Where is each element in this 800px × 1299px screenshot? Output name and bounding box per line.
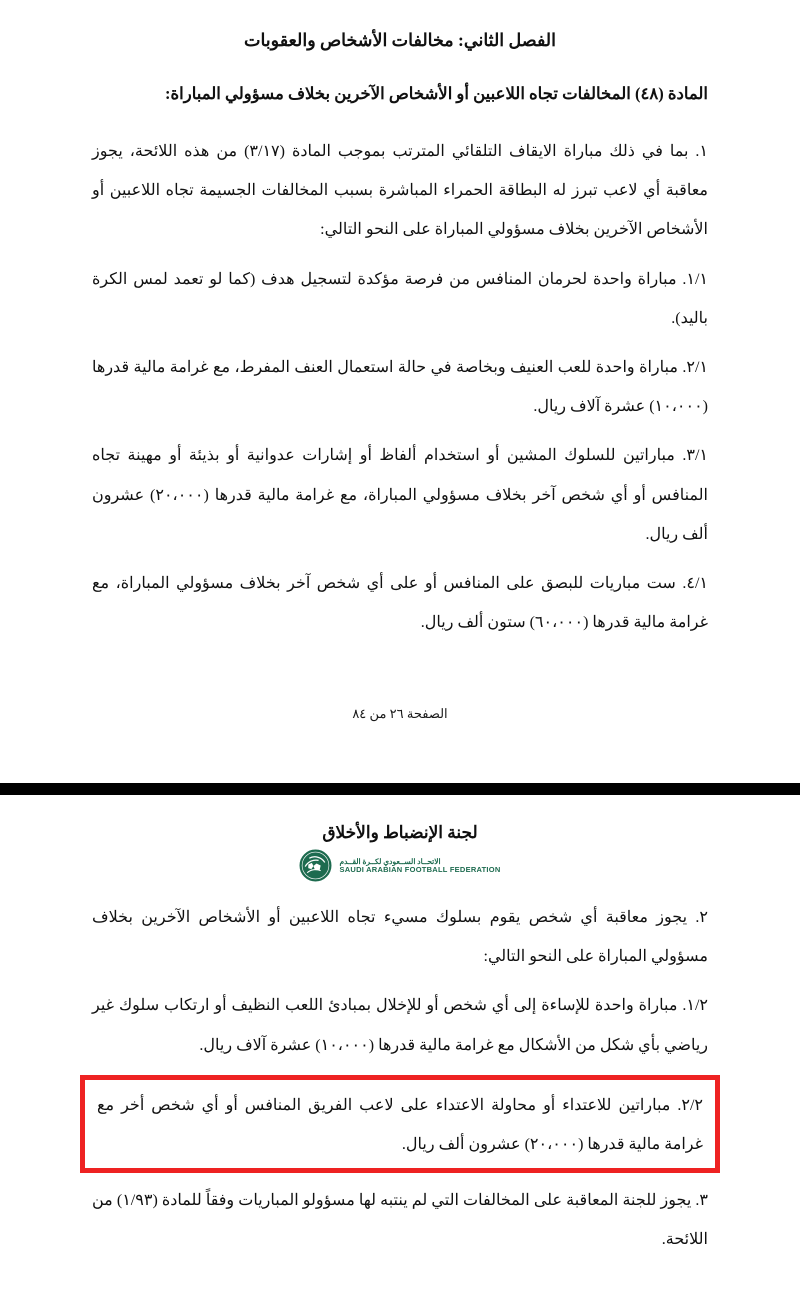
chapter-title: الفصل الثاني: مخالفات الأشخاص والعقوبات xyxy=(243,30,556,50)
football-badge-icon xyxy=(299,849,332,882)
red-highlight-box xyxy=(80,1075,720,1173)
clause-3-1: ٣/١. مباراتين للسلوك المشين أو استخدام ألفاظ أو إشارات عدوانية أو بذيئة أو مهينة تجاه المنافس أو أي شخص آخر بخلاف مسؤولي المباراة، مع غرامة مالية قدرها (٢٠،٠٠٠) عشرون ألف ريال. xyxy=(92,447,709,543)
committee-title: لجنة الإنضباط والأخلاق xyxy=(322,823,478,842)
logo-wordmark xyxy=(339,858,500,874)
logo-english-name: SAUDI ARABIAN FOOTBALL FEDERATION xyxy=(339,864,501,874)
saff-logo xyxy=(92,849,708,882)
clause-2-2-highlighted: ٢/٢. مباراتين للاعتداء أو محاولة الاعتداء على لاعب الفريق المنافس أو أي شخص أخر مع غرامة مالية قدرها (٢٠،٠٠٠) عشرون ألف ريال. xyxy=(97,1096,703,1153)
page-header xyxy=(92,823,708,882)
clause-4-1: ٤/١. ست مباريات للبصق على المنافس أو على أي شخص آخر بخلاف مسؤولي المباراة، مع غرامة مالية قدرها (٦٠،٠٠٠) ستون ألف ريال. xyxy=(92,574,708,632)
document-page-two xyxy=(0,795,800,1299)
clause-1: ١. بما في ذلك مباراة الايقاف التلقائي المترتب بموجب المادة (٣/١٧) من هذه اللائحة، يجوز معاقبة أي لاعب تبرز له البطاقة الحمراء المباشرة بسبب المخالفات الجسيمة تجاه اللاعبين أو الأشخاص الآخرين بخلاف مسؤولي المباراة على النحو التالي: xyxy=(92,143,708,239)
page-separator-band xyxy=(0,783,800,795)
clause-2-1: ٢/١. مباراة واحدة للعب العنيف وبخاصة في حالة استعمال العنف المفرط، مع غرامة مالية قدرها (١٠،٠٠٠) عشرة آلاف ريال. xyxy=(92,358,708,416)
clause-1-2: ١/٢. مباراة واحدة للإساءة إلى أي شخص أو للإخلال بمبادئ اللعب النظيف أو ارتكاب سلوك غير رياضي بأي شكل من الأشكال مع غرامة مالية قدرها (١٠،٠٠٠) عشرة آلاف ريال. xyxy=(92,997,708,1054)
page-number-footer: الصفحة ٢٦ من ٨٤ xyxy=(352,706,448,722)
clause-3: ٣. يجوز للجنة المعاقبة على المخالفات التي لم ينتبه لها مسؤولو المباريات وفقاً للمادة (١/٩٣) من اللائحة. xyxy=(92,1192,709,1249)
logo-arabic-name: الاتحــاد الســعودي لكــرة القــدم xyxy=(339,856,441,866)
article-heading: المادة (٤٨) المخالفات تجاه اللاعبين أو الأشخاص الآخرين بخلاف مسؤولي المباراة: xyxy=(165,84,708,103)
clause-1-1: ١/١. مباراة واحدة لحرمان المنافس من فرصة مؤكدة لتسجيل هدف (كما لو تعمد لمس الكرة باليد). xyxy=(92,270,708,327)
clause-2: ٢. يجوز معاقبة أي شخص يقوم بسلوك مسيء تجاه اللاعبين أو الأشخاص الآخرين بخلاف مسؤولي المباراة على النحو التالي: xyxy=(92,909,708,966)
